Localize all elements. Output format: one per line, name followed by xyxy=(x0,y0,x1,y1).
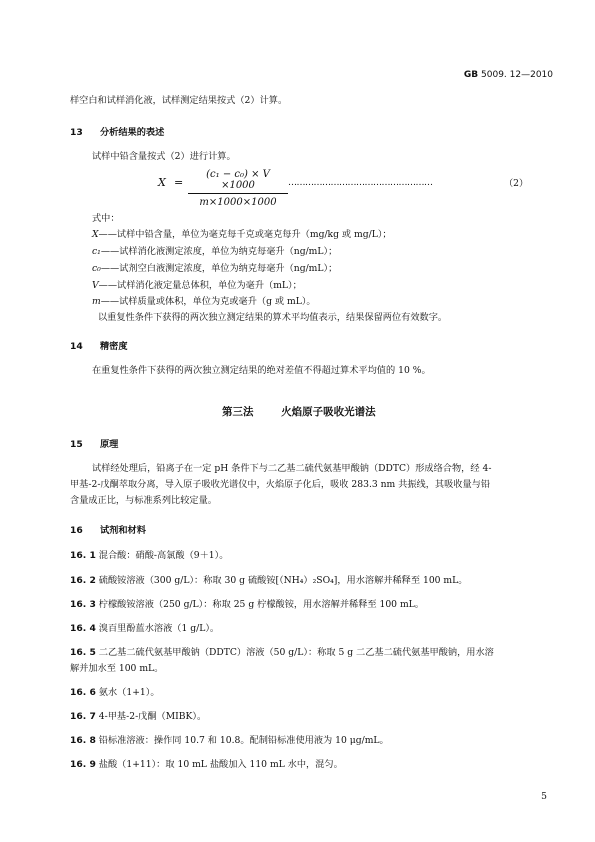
section-13-title: 分析结果的表述 xyxy=(100,127,165,138)
section-16-number: 16 xyxy=(70,525,83,536)
list-item xyxy=(70,758,343,771)
item-text: 4-甲基-2-戊酮（MIBK）。 xyxy=(98,711,207,722)
section-14-number: 14 xyxy=(70,341,83,352)
section-15-line-2: 甲基-2-戊酮萃取分离，导入原子吸收光谱仪中，火焰原子化后，吸收 283.3 nm 共振线，其吸收量与铅 xyxy=(70,479,491,490)
list-item xyxy=(70,734,389,747)
section-15-line-1: 试样经处理后，铅离子在一定 pH 条件下与二乙基二硫代氨基甲酸钠（DDTC）形成络合物，经 4- xyxy=(92,463,492,474)
section-15-title: 原理 xyxy=(100,439,119,450)
formula-lhs: X xyxy=(158,176,166,189)
standard-number xyxy=(464,70,553,80)
formula-leader-dots: …………………………………………… xyxy=(288,178,433,188)
definition-symbol: X xyxy=(92,229,99,240)
section-14-para: 在重复性条件下获得的两次独立测定结果的绝对差值不得超过算术平均值的 10 %。 xyxy=(92,365,431,376)
item-number: 16. 8 xyxy=(70,735,96,746)
section-14-heading xyxy=(70,338,128,352)
method-part: 第三法 xyxy=(222,406,254,418)
definition-v xyxy=(92,279,302,292)
where-label: 式中： xyxy=(92,213,120,224)
definition-c1 xyxy=(92,245,337,258)
definition-symbol: V xyxy=(92,280,99,291)
definition-m xyxy=(92,295,316,308)
method-name: 火焰原子吸收光谱法 xyxy=(281,406,376,418)
section-16-title: 试剂和材料 xyxy=(100,525,146,536)
item-text: 溴百里酚蓝水溶液（1 g/L）。 xyxy=(98,623,220,634)
item-text: 柠檬酸铵溶液（250 g/L）：称取 25 g 柠檬酸铵，用水溶解并稀释至 100 mL。 xyxy=(98,599,424,610)
standard-code: 5009. 12—2010 xyxy=(481,70,553,80)
fraction-bar xyxy=(188,193,288,194)
item-text: 氨水（1+1）。 xyxy=(98,687,160,698)
list-item xyxy=(70,646,494,659)
item-text: 硫酸铵溶液（300 g/L）：称取 30 g 硫酸铵[（NH₄）₂SO₄]，用水溶解并稀释至 100 mL。 xyxy=(98,575,468,586)
definition-c0 xyxy=(92,262,337,275)
item-number: 16. 2 xyxy=(70,575,96,586)
intro-line: 样空白和试样消化液，试样测定结果按式（2）计算。 xyxy=(70,95,288,106)
page-number: 5 xyxy=(541,791,547,802)
section-14-title: 精密度 xyxy=(100,341,128,352)
item-number: 16. 4 xyxy=(70,623,96,634)
list-item xyxy=(70,622,219,635)
item-number: 16. 9 xyxy=(70,759,96,770)
standard-prefix: GB xyxy=(463,70,479,80)
item-number: 16. 7 xyxy=(70,711,96,722)
definition-symbol: m xyxy=(92,296,101,307)
item-text: 铅标准溶液：操作同 10.7 和 10.8。配制铅标准使用液为 10 μg/mL。 xyxy=(98,735,389,746)
definition-text: ——试样消化液测定浓度，单位为纳克每毫升（ng/mL）； xyxy=(100,246,338,257)
section-13-para: 试样中铅含量按式（2）进行计算。 xyxy=(92,151,236,162)
definition-text: ——试样质量或体积，单位为克或毫升（g 或 mL）。 xyxy=(100,296,316,307)
item-text: 混合酸：硝酸-高氯酸（9＋1）。 xyxy=(98,550,229,561)
section-13-number: 13 xyxy=(70,127,83,138)
item-number: 16. 1 xyxy=(70,550,96,561)
item-number: 16. 6 xyxy=(70,687,96,698)
item-number: 16. 3 xyxy=(70,599,96,610)
formula-numerator: (c₁ − c₀) × V ×1000 xyxy=(206,169,270,191)
list-item xyxy=(70,574,467,587)
list-item-continuation: 解并加水至 100 mL。 xyxy=(70,663,164,674)
formula-fraction xyxy=(188,169,288,208)
formula-tag: （2） xyxy=(504,178,529,189)
formula-denominator: m×1000×1000 xyxy=(199,197,277,208)
item-number: 16. 5 xyxy=(70,647,96,658)
section-15-heading xyxy=(70,436,118,450)
definition-text: ——试样消化液定量总体积，单位为毫升（mL）； xyxy=(98,280,302,291)
list-item xyxy=(70,549,228,562)
item-text: 二乙基二硫代氨基甲酸钠（DDTC）溶液（50 g/L）：称取 5 g 二乙基二硫代氨基甲酸钠，用水溶 xyxy=(98,647,494,658)
item-text: 盐酸（1+11）：取 10 mL 盐酸加入 110 mL 水中，混匀。 xyxy=(98,759,343,770)
definition-symbol: c₁ xyxy=(92,246,101,257)
list-item xyxy=(70,686,160,699)
formula-equals: = xyxy=(174,176,184,189)
definition-x xyxy=(92,228,392,241)
list-item xyxy=(70,598,424,611)
definition-text: ——试剂空白液测定浓度，单位为纳克每毫升（ng/mL）； xyxy=(100,263,338,274)
definition-symbol: c₀ xyxy=(92,263,101,274)
section-15-line-3: 含量成正比，与标准系列比较定量。 xyxy=(70,495,217,506)
section-16-heading xyxy=(70,522,146,536)
definition-text: ——试样中铅含量，单位为毫克每千克或毫克每升（mg/kg 或 mg/L）； xyxy=(98,229,392,240)
section-13-heading xyxy=(70,124,164,138)
list-item xyxy=(70,710,206,723)
result-note: 以重复性条件下获得的两次独立测定结果的算术平均值表示，结果保留两位有效数字。 xyxy=(98,312,448,323)
method-title xyxy=(222,404,376,419)
section-15-number: 15 xyxy=(70,439,83,450)
